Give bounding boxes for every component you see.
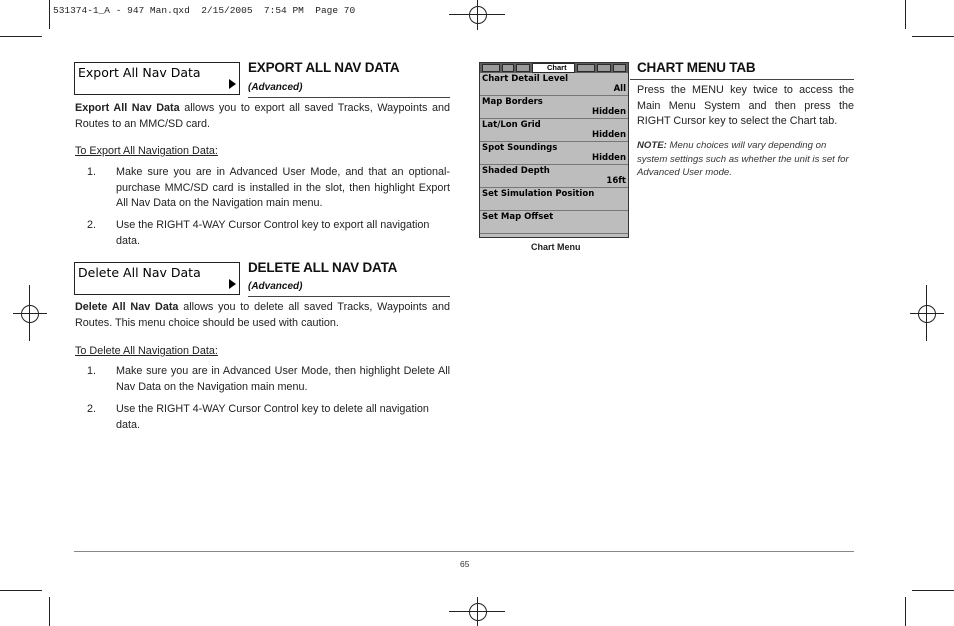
delete-menu-label: Delete All Nav Data [78,265,201,280]
row-name: Set Map Offset [482,212,554,222]
chart-menu-tab-rule [630,79,854,80]
menu-row-set-simulation-position [480,188,628,211]
chart-menu-tab-body: Press the MENU key twice to access the Main Menu System and then press the RIGHT Cursor key to select the Chart tab. [637,84,854,127]
export-step-2 [87,218,450,247]
step-text: Make sure you are in Advanced User Mode, then highlight Delete All Nav Data on the Navigation main menu. [116,365,450,393]
export-heading: EXPORT ALL NAV DATA [248,60,400,75]
note-text: Menu choices will vary depending on system settings such as whether the unit is set for Advanced User mode. [637,140,849,178]
row-value: 16ft [606,176,626,186]
row-value: Hidden [591,153,626,163]
right-arrow-icon [229,279,236,289]
row-name: Set Simulation Position [482,189,595,199]
alarms-tab-icon [482,64,500,72]
export-intro-text: allows you to export all saved Tracks, Waypoints and Routes to an MMC/SD card. [75,102,450,130]
row-name: Lat/Lon Grid [482,120,541,130]
export-procedure-label: To Export All Navigation Data: [75,145,218,157]
row-name: Shaded Depth [482,166,550,176]
export-intro-bold: Export All Nav Data [75,102,180,114]
row-name: Chart Detail Level [482,74,569,84]
step-number: 2. [87,403,97,415]
page-number: 65 [460,559,470,569]
tab-chart-label: Chart [547,63,567,72]
row-name: Map Borders [482,97,543,107]
delete-intro [75,300,450,331]
note-label: NOTE: [637,140,667,151]
delete-menu-box [74,262,240,295]
menu-row-spot-soundings [480,142,628,165]
delete-subheading: (Advanced) [248,281,303,292]
menu-row-set-map-offset [480,211,628,234]
step-text: Make sure you are in Advanced User Mode, and that an optional-purchase MMC/SD card is installed in the slot, then highlight Export All Nav Data on the Navigation main menu. [116,166,450,209]
step-number: 2. [87,219,97,231]
sonar-tab-icon [577,64,595,72]
row-value: Hidden [591,130,626,140]
export-intro [75,101,450,132]
menu-row-chart-detail-level [480,73,628,96]
row-name: Spot Soundings [482,143,558,153]
navigation-tab-icon [597,64,611,72]
step-number: 1. [87,166,97,178]
menu-row-map-borders [480,96,628,119]
row-value: All [613,84,626,94]
delete-rule [248,296,450,297]
step-text: Use the RIGHT 4-WAY Cursor Control key to delete all navigation data. [116,403,429,431]
chart-menu-tab-heading: CHART MENU TAB [637,60,756,75]
export-subheading: (Advanced) [248,82,303,93]
export-menu-label: Export All Nav Data [78,65,201,80]
file-slug: 531374-1_A - 947 Man.qxd 2/15/2005 7:54 PM Page 70 [53,5,356,16]
chart-menu-screen [479,62,629,238]
menu-row-shaded-depth [480,165,628,188]
gps-tab-icon [516,64,530,72]
step-text: Use the RIGHT 4-WAY Cursor Control key to export all navigation data. [116,219,430,247]
delete-intro-text: allows you to delete all saved Tracks, Waypoints and Routes. This menu choice should be used with caution. [75,301,450,329]
menu-row-lat-lon-grid [480,119,628,142]
delete-step-2 [87,402,450,431]
delete-heading: DELETE ALL NAV DATA [248,260,398,275]
menu-tab-bar [480,63,628,73]
export-rule [248,97,450,98]
delete-procedure-label: To Delete All Navigation Data: [75,345,218,357]
export-menu-box [74,62,240,95]
tab-chart [532,63,575,73]
delete-step-1 [87,364,450,396]
right-arrow-icon [229,79,236,89]
chart-menu-tab-note [637,139,854,180]
export-step-1 [87,165,450,213]
setup-tab-icon [502,64,514,72]
step-number: 1. [87,365,97,377]
footer-rule [74,551,854,552]
delete-intro-bold: Delete All Nav Data [75,301,179,313]
chart-menu-caption: Chart Menu [531,242,581,252]
accessories-tab-icon [613,64,626,72]
row-value: Hidden [591,107,626,117]
